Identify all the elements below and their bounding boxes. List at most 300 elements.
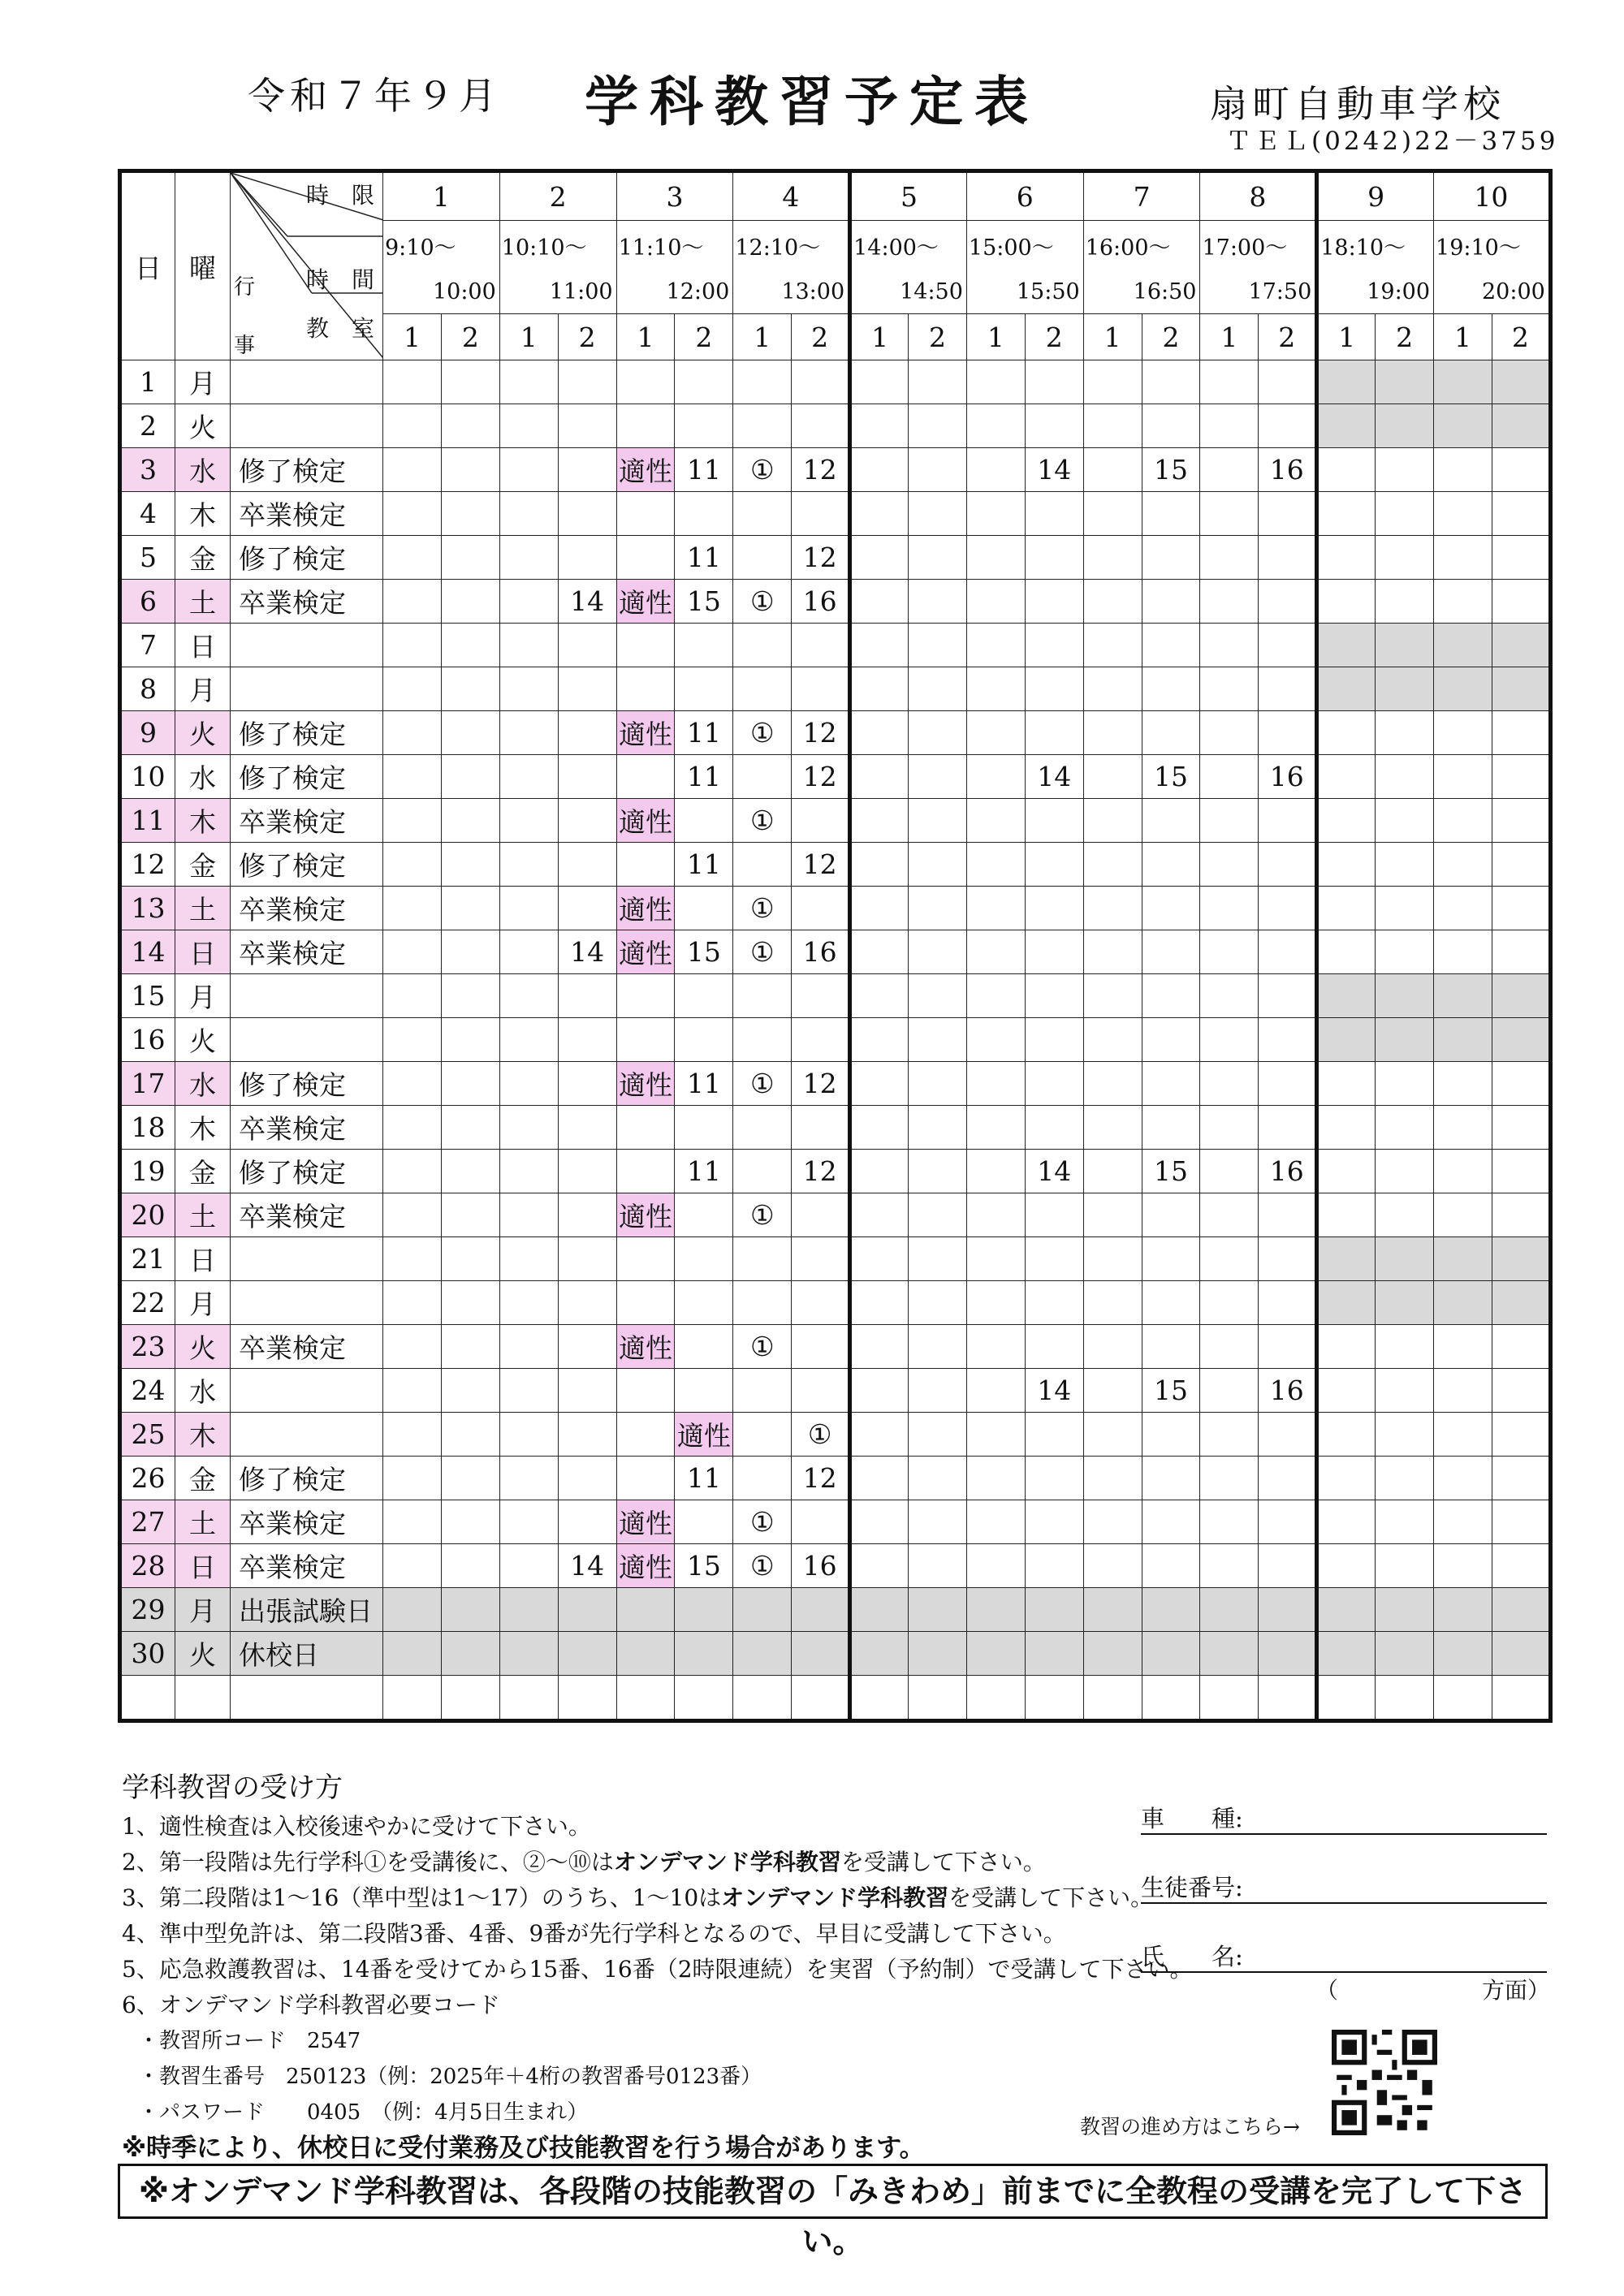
slot-cell [1434, 1106, 1492, 1150]
slot-cell [383, 1106, 442, 1150]
weekday-cell: 火 [175, 404, 231, 448]
slot-cell [383, 1544, 442, 1588]
event-cell: 休校日 [231, 1632, 383, 1676]
slot-cell [1200, 1500, 1259, 1544]
room-header: 1 [733, 314, 792, 360]
slot-cell [1200, 1588, 1259, 1632]
slot-cell [1376, 360, 1434, 404]
table-row [120, 755, 1551, 799]
slot-cell [1259, 580, 1317, 624]
slot-cell [966, 1369, 1025, 1413]
slot-cell [733, 667, 792, 711]
slot-cell [1434, 843, 1492, 887]
slot-cell [383, 1062, 442, 1106]
slot-cell [733, 1413, 792, 1457]
day-cell: 8 [120, 667, 175, 711]
slot-cell [1200, 1413, 1259, 1457]
footer-notice: ※オンデマンド学科教習は、各段階の技能教習の「みきわめ」前までに全教程の受講を完了して下さい。 [118, 2164, 1548, 2219]
event-cell: 修了検定 [231, 448, 383, 492]
slot-cell [441, 1457, 499, 1500]
slot-cell [499, 1106, 558, 1150]
slot-cell [1142, 1062, 1200, 1106]
slot-cell [792, 492, 850, 536]
day-cell: 29 [120, 1588, 175, 1632]
car-type-field[interactable]: 車 種: [1141, 1801, 1547, 1835]
slot-cell [558, 1325, 616, 1369]
slot-cell [1492, 404, 1550, 448]
slot-cell [733, 1457, 792, 1500]
slot-cell [1376, 448, 1434, 492]
day-cell: 12 [120, 843, 175, 887]
slot-cell [1259, 1588, 1317, 1632]
slot-cell [558, 360, 616, 404]
slot-cell [383, 492, 442, 536]
slot-cell [441, 1106, 499, 1150]
slot-cell [1492, 1588, 1550, 1632]
day-header: 日 [120, 171, 175, 360]
slot-cell [792, 1106, 850, 1150]
slot-cell [1200, 799, 1259, 843]
slot-cell [499, 711, 558, 755]
slot-cell [1200, 1062, 1259, 1106]
note-6: 6、オンデマンド学科教習必要コード [122, 1992, 500, 2018]
event-cell [231, 1018, 383, 1062]
table-row [120, 974, 1551, 1018]
slot-cell [616, 624, 675, 667]
slot-cell [1492, 1237, 1550, 1281]
weekday-cell: 火 [175, 711, 231, 755]
slot-cell [1492, 1325, 1550, 1369]
slot-cell [1434, 536, 1492, 580]
slot-cell [383, 1193, 442, 1237]
slot-cell [850, 930, 909, 974]
event-cell: 修了検定 [231, 536, 383, 580]
slot-cell [1317, 1544, 1376, 1588]
slot-cell [499, 1062, 558, 1106]
slot-cell [1200, 1676, 1259, 1721]
day-cell: 25 [120, 1413, 175, 1457]
slot-cell [966, 930, 1025, 974]
slot-cell: 11 [675, 1150, 733, 1193]
table-row [120, 1457, 1551, 1500]
slot-cell [499, 887, 558, 930]
slot-cell [675, 1676, 733, 1721]
slot-cell: ① [733, 1544, 792, 1588]
slot-cell [850, 1193, 909, 1237]
slot-cell [1376, 1150, 1434, 1193]
jikan-label: 時 間 [305, 266, 374, 293]
slot-cell: 15 [1142, 448, 1200, 492]
day-cell: 15 [120, 974, 175, 1018]
slot-cell [966, 1150, 1025, 1193]
weekday-cell: 日 [175, 1237, 231, 1281]
slot-cell [1025, 624, 1083, 667]
event-cell: 卒業検定 [231, 799, 383, 843]
slot-cell [1376, 1369, 1434, 1413]
slot-cell: 11 [675, 448, 733, 492]
slot-cell [909, 1150, 967, 1193]
room-header: 2 [1492, 314, 1550, 360]
slot-cell [966, 492, 1025, 536]
slot-cell [1083, 1018, 1142, 1062]
slot-cell [1200, 1106, 1259, 1150]
table-row [120, 1588, 1551, 1632]
slot-cell [499, 1413, 558, 1457]
weekday-cell: 金 [175, 843, 231, 887]
slot-cell [1025, 667, 1083, 711]
slot-cell [499, 580, 558, 624]
slot-cell [1259, 1632, 1317, 1676]
slot-cell [1259, 1018, 1317, 1062]
slot-cell [383, 1632, 442, 1676]
day-cell: 21 [120, 1237, 175, 1281]
period-header-10: 10 [1434, 171, 1551, 221]
slot-cell [441, 1544, 499, 1588]
slot-cell [1200, 1150, 1259, 1193]
slot-cell [1376, 887, 1434, 930]
slot-cell [850, 536, 909, 580]
day-cell: 28 [120, 1544, 175, 1588]
gyoji-label-2: 事 [234, 334, 256, 358]
slot-cell [1025, 1588, 1083, 1632]
event-cell [231, 1676, 383, 1721]
slot-cell [850, 1281, 909, 1325]
slot-cell [1083, 930, 1142, 974]
slot-cell [909, 843, 967, 887]
slot-cell [1083, 360, 1142, 404]
slot-cell [1434, 1632, 1492, 1676]
weekday-cell: 火 [175, 1632, 231, 1676]
weekday-cell: 火 [175, 1325, 231, 1369]
weekday-cell [175, 1676, 231, 1721]
room-header: 1 [383, 314, 442, 360]
slot-cell [675, 1193, 733, 1237]
slot-cell [441, 755, 499, 799]
weekday-cell: 土 [175, 887, 231, 930]
slot-cell [1434, 1325, 1492, 1369]
slot-cell [733, 1676, 792, 1721]
slot-cell [1376, 1457, 1434, 1500]
slot-cell [616, 843, 675, 887]
slot-cell [383, 1150, 442, 1193]
slot-cell [1142, 1237, 1200, 1281]
slot-cell [1434, 1413, 1492, 1457]
slot-cell [1492, 799, 1550, 843]
slot-cell [441, 1281, 499, 1325]
slot-cell [1025, 1676, 1083, 1721]
slot-cell [1376, 624, 1434, 667]
table-row [120, 1325, 1551, 1369]
table-row [120, 1369, 1551, 1413]
slot-cell: 15 [675, 580, 733, 624]
slot-cell [966, 448, 1025, 492]
room-header: 2 [675, 314, 733, 360]
day-cell: 13 [120, 887, 175, 930]
password-code: ・パスワード 0405 （例：4月5日生まれ） [138, 2100, 589, 2125]
slot-cell [616, 536, 675, 580]
slot-cell [558, 1106, 616, 1150]
slot-cell [966, 1106, 1025, 1150]
slot-cell [1434, 1369, 1492, 1413]
slot-cell: ① [733, 1325, 792, 1369]
period-header-4: 4 [733, 171, 850, 221]
slot-cell [733, 974, 792, 1018]
slot-cell [1317, 1500, 1376, 1544]
slot-cell [1434, 1500, 1492, 1544]
slot-cell [966, 711, 1025, 755]
slot-cell [1317, 1106, 1376, 1150]
slot-cell [675, 360, 733, 404]
slot-cell [499, 404, 558, 448]
slot-cell [499, 1150, 558, 1193]
slot-cell [616, 755, 675, 799]
slot-cell [1259, 1193, 1317, 1237]
table-row [120, 536, 1551, 580]
slot-cell [909, 974, 967, 1018]
slot-cell [850, 492, 909, 536]
room-header: 2 [792, 314, 850, 360]
slot-cell [1259, 711, 1317, 755]
slot-cell [675, 1281, 733, 1325]
slot-cell: 適性 [616, 799, 675, 843]
slot-cell [1376, 404, 1434, 448]
weekday-cell: 土 [175, 1500, 231, 1544]
slot-cell [383, 887, 442, 930]
slot-cell [1259, 667, 1317, 711]
slot-cell [1434, 492, 1492, 536]
slot-cell [733, 536, 792, 580]
slot-cell [966, 360, 1025, 404]
slot-cell: ① [733, 1500, 792, 1544]
slot-cell [1200, 1544, 1259, 1588]
slot-cell [909, 1281, 967, 1325]
slot-cell [1200, 580, 1259, 624]
event-cell: 出張試験日 [231, 1588, 383, 1632]
slot-cell [558, 667, 616, 711]
slot-cell [909, 1500, 967, 1544]
slot-cell [909, 536, 967, 580]
event-cell: 卒業検定 [231, 930, 383, 974]
slot-cell [1025, 1018, 1083, 1062]
slot-cell [966, 536, 1025, 580]
slot-cell [558, 1369, 616, 1413]
slot-cell: ① [733, 1193, 792, 1237]
slot-cell [1083, 580, 1142, 624]
day-cell: 20 [120, 1193, 175, 1237]
slot-cell [850, 1325, 909, 1369]
day-cell: 6 [120, 580, 175, 624]
slot-cell [499, 667, 558, 711]
note-4: 4、準中型免許は、第二段階3番、4番、9番が先行学科となるので、早目に受講して下さい。 [122, 1920, 1066, 1947]
slot-cell [1317, 930, 1376, 974]
slot-cell [909, 1062, 967, 1106]
table-row [120, 1632, 1551, 1676]
slot-cell [441, 448, 499, 492]
slot-cell [1376, 1062, 1434, 1106]
slot-cell [1142, 624, 1200, 667]
slot-cell: 12 [792, 1062, 850, 1106]
slot-cell [1200, 624, 1259, 667]
slot-cell [1317, 624, 1376, 667]
slot-cell [850, 1544, 909, 1588]
weekday-cell: 月 [175, 360, 231, 404]
day-cell: 16 [120, 1018, 175, 1062]
slot-cell [1376, 1500, 1434, 1544]
room-header: 1 [1434, 314, 1492, 360]
weekday-cell: 日 [175, 1544, 231, 1588]
slot-cell [966, 1457, 1025, 1500]
slot-cell [1142, 711, 1200, 755]
slot-cell [1492, 1544, 1550, 1588]
period-header-5: 5 [850, 171, 967, 221]
slot-cell [1434, 1237, 1492, 1281]
slot-cell [675, 624, 733, 667]
slot-cell [792, 1193, 850, 1237]
slot-cell [1259, 1325, 1317, 1369]
slot-cell [909, 887, 967, 930]
name-field[interactable]: 氏 名: [1141, 1939, 1547, 1973]
slot-cell [1083, 1150, 1142, 1193]
slot-cell [383, 1369, 442, 1413]
slot-cell [499, 930, 558, 974]
slot-cell [1492, 1369, 1550, 1413]
slot-cell [966, 843, 1025, 887]
student-number-field[interactable]: 生徒番号: [1141, 1870, 1547, 1904]
slot-cell [558, 492, 616, 536]
slot-cell [850, 887, 909, 930]
slot-cell [558, 887, 616, 930]
slot-cell: 適性 [616, 1193, 675, 1237]
slot-cell [558, 974, 616, 1018]
slot-cell [1492, 1500, 1550, 1544]
slot-cell [1259, 1062, 1317, 1106]
slot-cell [1142, 1193, 1200, 1237]
event-cell: 卒業検定 [231, 1544, 383, 1588]
slot-cell: 14 [1025, 1150, 1083, 1193]
slot-cell [850, 974, 909, 1018]
qr-code-icon[interactable] [1332, 2030, 1437, 2135]
weekday-cell: 土 [175, 1193, 231, 1237]
holiday-warning: ※時季により、休校日に受付業務及び技能教習を行う場合があります。 [122, 2134, 925, 2163]
slot-cell [499, 974, 558, 1018]
slot-cell: 15 [1142, 755, 1200, 799]
slot-cell [558, 536, 616, 580]
slot-cell [1142, 1457, 1200, 1500]
slot-cell [383, 843, 442, 887]
slot-cell [441, 1018, 499, 1062]
slot-cell [1025, 1325, 1083, 1369]
slot-cell [1083, 1281, 1142, 1325]
slot-cell [1083, 974, 1142, 1018]
slot-cell: 14 [558, 1544, 616, 1588]
room-header: 2 [1142, 314, 1200, 360]
weekday-cell: 木 [175, 492, 231, 536]
slot-cell [1259, 1281, 1317, 1325]
slot-cell [1492, 1632, 1550, 1676]
slot-cell [1317, 1369, 1376, 1413]
slot-cell [558, 843, 616, 887]
slot-cell: 16 [1259, 755, 1317, 799]
qr-label: 教習の進め方はこちら→ [1080, 2115, 1300, 2138]
slot-cell [1317, 1062, 1376, 1106]
slot-cell [675, 1632, 733, 1676]
weekday-cell: 火 [175, 1018, 231, 1062]
slot-cell [1142, 1325, 1200, 1369]
slot-cell [441, 1500, 499, 1544]
slot-cell [1317, 1325, 1376, 1369]
slot-cell [441, 1325, 499, 1369]
slot-cell [909, 799, 967, 843]
event-cell [231, 360, 383, 404]
slot-cell [1376, 799, 1434, 843]
slot-cell [558, 1018, 616, 1062]
slot-cell [383, 536, 442, 580]
slot-cell [909, 1237, 967, 1281]
slot-cell [733, 1281, 792, 1325]
slot-cell [1434, 930, 1492, 974]
slot-cell [1259, 1457, 1317, 1500]
note-5: 5、応急救護教習は、14番を受けてから15番、16番（2時限連続）を実習（予約制）で受講して下さい。 [122, 1956, 1193, 1983]
slot-cell [558, 1150, 616, 1193]
slot-cell [850, 1500, 909, 1544]
slot-cell [1025, 1193, 1083, 1237]
slot-cell [1317, 711, 1376, 755]
table-row [120, 1106, 1551, 1150]
room-header: 2 [441, 314, 499, 360]
slot-cell [792, 1237, 850, 1281]
slot-cell [1434, 755, 1492, 799]
slot-cell: 適性 [616, 1544, 675, 1588]
slot-cell [616, 1237, 675, 1281]
event-cell: 卒業検定 [231, 492, 383, 536]
slot-cell [909, 1325, 967, 1369]
slot-cell [499, 1237, 558, 1281]
slot-cell [441, 843, 499, 887]
period-header-8: 8 [1200, 171, 1317, 221]
slot-cell [909, 1632, 967, 1676]
slot-cell [1434, 1457, 1492, 1500]
slot-cell [441, 1413, 499, 1457]
slot-cell [1083, 1062, 1142, 1106]
day-cell: 27 [120, 1500, 175, 1544]
table-row [120, 360, 1551, 404]
slot-cell [1083, 1500, 1142, 1544]
slot-cell [1025, 843, 1083, 887]
day-cell: 26 [120, 1457, 175, 1500]
slot-cell [383, 1325, 442, 1369]
slot-cell [1317, 360, 1376, 404]
table-row [120, 624, 1551, 667]
slot-cell [383, 1281, 442, 1325]
slot-cell [792, 799, 850, 843]
event-cell: 卒業検定 [231, 1106, 383, 1150]
slot-cell [1259, 843, 1317, 887]
slot-cell [966, 1588, 1025, 1632]
slot-cell [441, 1237, 499, 1281]
period-header-2: 2 [499, 171, 616, 221]
slot-cell [850, 1676, 909, 1721]
slot-cell [1492, 843, 1550, 887]
slot-cell [1376, 1018, 1434, 1062]
event-cell [231, 667, 383, 711]
slot-cell [383, 799, 442, 843]
direction-open: （ [1315, 1977, 1339, 2004]
slot-cell [1259, 360, 1317, 404]
slot-cell [1142, 930, 1200, 974]
slot-cell [792, 1325, 850, 1369]
slot-cell [1317, 667, 1376, 711]
slot-cell [909, 930, 967, 974]
